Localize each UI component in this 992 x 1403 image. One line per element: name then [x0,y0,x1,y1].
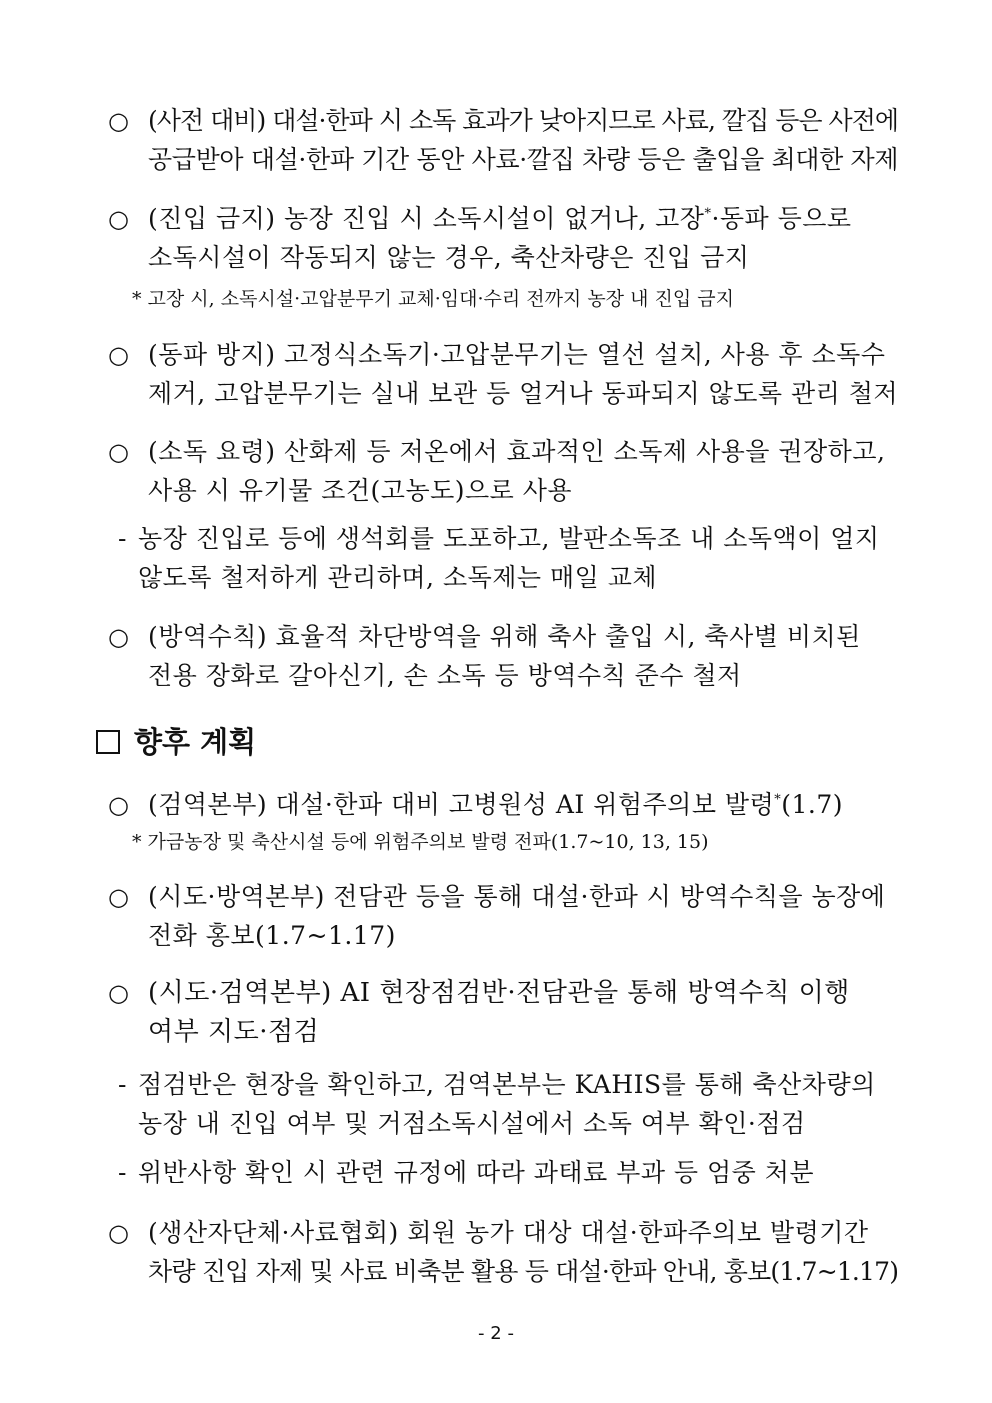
plan-quarantine-text-b: (1.7) [781,790,843,819]
bullet-circle: ○ [108,107,129,135]
item-freeze-line1: (동파 방지) 고정식소독기·고압분무기는 열선 설치, 사용 후 소독수 [148,340,886,369]
subitem-kahis-line1: 점검반은 현장을 확인하고, 검역본부는 KAHIS를 통해 축산차량의 [138,1070,876,1099]
dash-marker: - [118,1070,127,1099]
footnote-marker: * [774,792,782,808]
section-heading-text: 향후 계획 [134,725,257,759]
bullet-circle: ○ [108,1219,129,1247]
item-entry-ban-text-a: (진입 금지) 농장 진입 시 소독시설이 없거나, 고장 [148,204,705,233]
bullet-circle: ○ [108,623,129,651]
page-number: - 2 - [478,1323,514,1344]
bullet-circle: ○ [108,438,129,466]
item-precaution-line2: 공급받아 대설·한파 기간 동안 사료·깔집 차량 등은 출입을 최대한 자제 [148,145,899,174]
plan-quarantine-line1 [148,788,843,822]
footnote-entry-ban: * 고장 시, 소독시설·고압분무기 교체·임대·수리 전까지 농장 내 진입 금지 [132,288,734,310]
plan-province-line1: (시도·방역본부) 전담관 등을 통해 대설·한파 시 방역수칙을 농장에 [148,882,886,911]
subitem-lime-line2: 않도록 철저하게 관리하며, 소독제는 매일 교체 [138,563,658,592]
item-disinfection-line2: 사용 시 유기물 조건(고농도)으로 사용 [148,476,573,505]
bullet-circle: ○ [108,205,129,233]
item-disinfection-line1: (소독 요령) 산화제 등 저온에서 효과적인 소독제 사용을 권장하고, [148,437,886,466]
item-entry-ban-line1 [148,202,852,236]
dash-marker: - [118,524,127,553]
item-rules-line2: 전용 장화로 갈아신기, 손 소독 등 방역수칙 준수 철저 [148,661,742,690]
item-precaution-line1: (사전 대비) 대설·한파 시 소독 효과가 낮아지므로 사료, 깔집 등은 사전에 [148,106,899,135]
bullet-circle: ○ [108,341,129,369]
plan-inspection-line1: (시도·검역본부) AI 현장점검반·전담관을 통해 방역수칙 이행 [148,978,850,1008]
section-heading [96,722,256,762]
dash-marker: - [118,1158,127,1187]
plan-province-line2: 전화 홍보(1.7~1.17) [148,921,396,950]
item-entry-ban-line2: 소독시설이 작동되지 않는 경우, 축산차량은 진입 금지 [148,243,750,272]
subitem-kahis-line2: 농장 내 진입 여부 및 거점소독시설에서 소독 여부 확인·점검 [138,1109,806,1138]
plan-inspection-line2: 여부 지도·점검 [148,1017,320,1047]
item-entry-ban-text-b: ·동파 등으로 [711,204,852,233]
plan-producers-line1: (생산자단체·사료협회) 회원 농가 대상 대설·한파주의보 발령기간 [148,1218,869,1247]
checkbox-square-icon [96,730,120,754]
subitem-lime-line1: 농장 진입로 등에 생석회를 도포하고, 발판소독조 내 소독액이 얼지 [138,524,880,553]
item-freeze-line2: 제거, 고압분무기는 실내 보관 등 얼거나 동파되지 않도록 관리 철저 [148,379,899,408]
bullet-circle: ○ [108,791,129,819]
footnote-quarantine: * 가금농장 및 축산시설 등에 위험주의보 발령 전파(1.7~10, 13, 15) [132,831,709,853]
bullet-circle: ○ [108,883,129,911]
plan-quarantine-text-a: (검역본부) 대설·한파 대비 고병원성 AI 위험주의보 발령 [148,790,775,819]
footnote-marker: * [704,206,712,222]
subitem-penalty-line1: 위반사항 확인 시 관련 규정에 따라 과태료 부과 등 엄중 처분 [138,1158,815,1187]
plan-producers-line2: 차량 진입 자제 및 사료 비축분 활용 등 대설·한파 안내, 홍보(1.7~1.17) [148,1257,899,1286]
bullet-circle: ○ [108,979,129,1007]
item-rules-line1: (방역수칙) 효율적 차단방역을 위해 축사 출입 시, 축사별 비치된 [148,622,861,651]
